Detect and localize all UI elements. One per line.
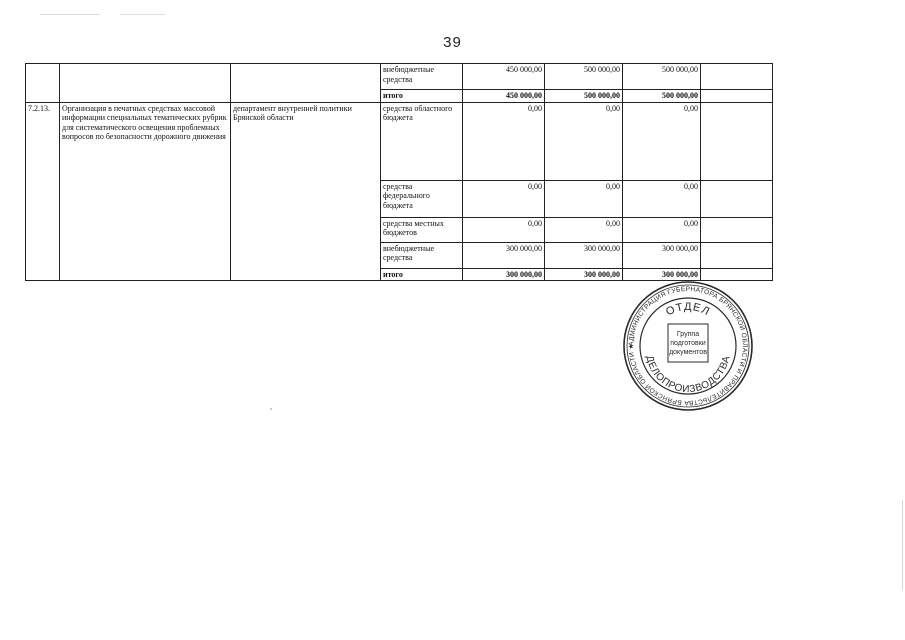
svg-text:ОТДЕЛ [664, 301, 712, 318]
cell-extra [701, 217, 773, 242]
stamp-inner-top-text: ОТДЕЛ [664, 300, 712, 319]
cell-value-year1: 0,00 [463, 102, 545, 180]
cell-value-year1: 450 000,00 [463, 64, 545, 90]
cell-value-year1: 0,00 [463, 180, 545, 217]
cell-funding-source: внебюджетные средства [381, 242, 463, 268]
cell-value-year3: 500 000,00 [623, 64, 701, 90]
scan-artifact [120, 14, 165, 15]
cell-extra [701, 242, 773, 268]
cell-value-year2: 500 000,00 [545, 64, 623, 90]
cell-value-year3: 300 000,00 [623, 268, 701, 281]
cell-number: 7.2.13. [26, 102, 60, 281]
cell-funding-source: средства местных бюджетов [381, 217, 463, 242]
cell-funding-source: средства областного бюджета [381, 102, 463, 180]
table-row [26, 64, 773, 90]
cell-value-year3: 300 000,00 [623, 242, 701, 268]
cell-value-year2: 500 000,00 [545, 90, 623, 103]
cell-value-year2: 0,00 [545, 217, 623, 242]
cell-value-year3: 0,00 [623, 217, 701, 242]
cell-value-year3: 500 000,00 [623, 90, 701, 103]
stamp-center-line-3: документов [669, 349, 707, 356]
stamp-center-line-1: Группа [676, 331, 700, 338]
cell-funding-source: средства федерального бюджета [381, 180, 463, 217]
cell-executor: департамент внутренней политики Брянской области [231, 102, 381, 281]
cell-funding-source: итого [381, 268, 463, 281]
cell-executor [231, 64, 381, 103]
stamp-center-line-2: подготовки [670, 340, 706, 347]
cell-value-year1: 450 000,00 [463, 90, 545, 103]
cell-value-year1: 300 000,00 [463, 268, 545, 281]
cell-number [26, 64, 60, 103]
cell-value-year2: 0,00 [545, 180, 623, 217]
stamp-seal-icon [622, 280, 754, 412]
cell-activity-name [60, 64, 231, 103]
cell-value-year2: 300 000,00 [545, 268, 623, 281]
scan-artifact [40, 14, 100, 15]
table-row [26, 102, 773, 180]
cell-value-year1: 300 000,00 [463, 242, 545, 268]
cell-extra [701, 90, 773, 103]
cell-value-year2: 0,00 [545, 102, 623, 180]
cell-extra [701, 102, 773, 180]
budget-table [25, 63, 773, 281]
cell-activity-name: Организация в печатных средствах массовой информации специальных тематических рубрик для систематического освещения проблемных вопросов по безопасности дорожного движения [60, 102, 231, 281]
cell-extra [701, 268, 773, 281]
stamp-outer-text: АДМИНИСТРАЦИЯ ГУБЕРНАТОРА БРЯНСКОЙ ОБЛАСТИ И ПРАВИТЕЛЬСТВА БРЯНСКОЙ ОБЛАСТИ ★ [627, 285, 749, 407]
cell-value-year1: 0,00 [463, 217, 545, 242]
cell-extra [701, 180, 773, 217]
page-number: 39 [443, 34, 462, 51]
scan-artifact [270, 408, 272, 410]
cell-value-year3: 0,00 [623, 102, 701, 180]
cell-value-year3: 0,00 [623, 180, 701, 217]
cell-extra [701, 64, 773, 90]
official-stamp [622, 280, 754, 412]
cell-value-year2: 300 000,00 [545, 242, 623, 268]
stamp-inner-bottom-text: ДЕЛОПРОИЗВОДСТВА [643, 354, 733, 396]
scan-artifact [902, 500, 903, 590]
cell-funding-source: внебюджетные средства [381, 64, 463, 90]
cell-funding-source: итого [381, 90, 463, 103]
